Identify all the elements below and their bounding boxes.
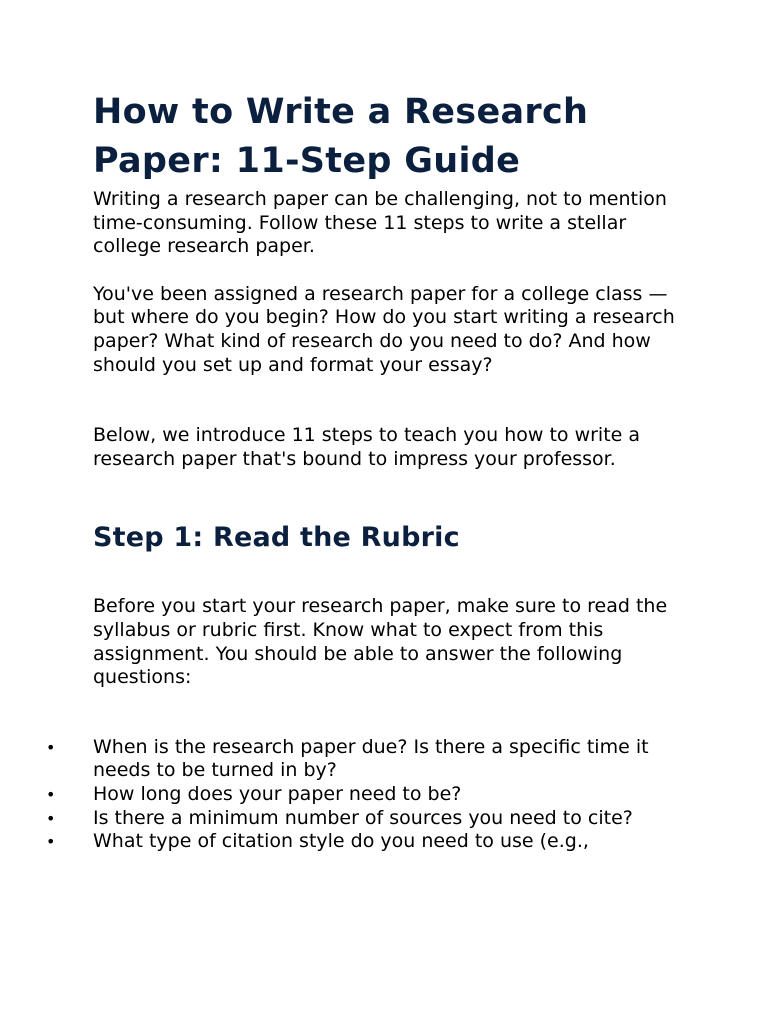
question-list xyxy=(46,735,688,854)
list-item xyxy=(46,830,688,854)
list-item-text: How long does your paper need to be? xyxy=(93,782,462,805)
list-item-text: Is there a minimum number of sources you need to cite? xyxy=(93,806,633,829)
bullet-icon: • xyxy=(46,737,56,757)
body-paragraph-3: Below, we introduce 11 steps to teach you how to write a research paper that's bound to impress your professor. xyxy=(93,424,641,470)
bullet-icon: • xyxy=(46,784,56,804)
list-item xyxy=(46,806,688,831)
list-item xyxy=(46,782,688,807)
body-paragraph-2: You've been assigned a research paper for a college class — but where do you begin? How do you start writing a research paper? What kind of research do you need to do? And how should you set up and format your essay? xyxy=(93,282,675,376)
list-item-text: What type of citation style do you need to use (e.g., xyxy=(93,830,589,853)
list-item xyxy=(46,735,688,783)
bullet-icon: • xyxy=(46,808,56,828)
list-item-text: When is the research paper due? Is there a specific time it needs to be turned in by? xyxy=(93,735,649,782)
step-1-paragraph: Before you start your research paper, make sure to read the syllabus or rubric first. Know what to expect from this assignment. You should be able to answer the following questions: xyxy=(93,595,668,689)
step-1-heading: Step 1: Read the Rubric xyxy=(93,522,460,554)
bullet-icon: • xyxy=(46,832,56,852)
page-title: How to Write a Research Paper: 11-Step Guide xyxy=(93,92,589,181)
intro-paragraph: Writing a research paper can be challenging, not to mention time-consuming. Follow these 11 steps to write a stellar college research paper. xyxy=(93,188,667,258)
